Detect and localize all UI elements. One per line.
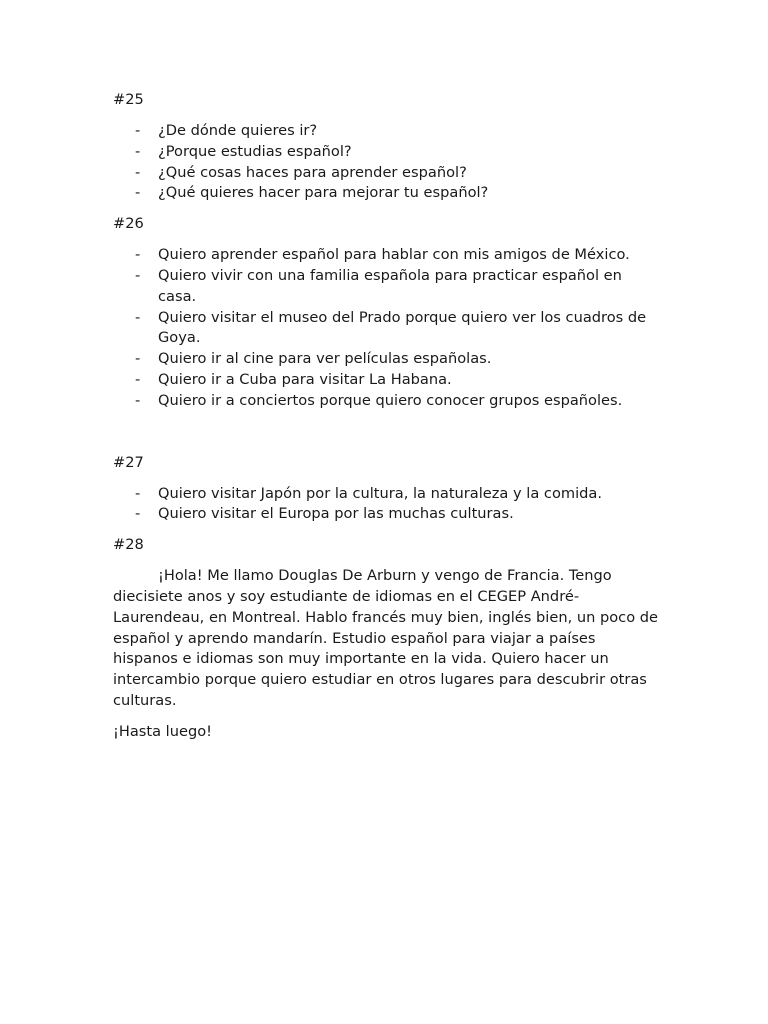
list-item: [113, 484, 658, 505]
sentence-list: [113, 245, 658, 411]
list-item-text: Quiero visitar el Europa por las muchas culturas.: [158, 505, 514, 523]
list-item: [113, 183, 658, 204]
section-heading-27: #27: [113, 453, 144, 471]
list-item-text: Quiero ir al cine para ver películas españolas.: [158, 350, 492, 368]
list-item-text: ¿De dónde quieres ir?: [158, 122, 318, 139]
travel-list: [113, 484, 658, 526]
list-item: [113, 142, 658, 163]
list-item-text: Quiero visitar Japón por la cultura, la naturaleza y la comida.: [158, 484, 602, 502]
section-heading-26: #26: [113, 215, 144, 233]
blank-line: [113, 422, 658, 453]
list-item-text: Quiero vivir con una familia española para practicar español en casa.: [158, 266, 622, 305]
bullet-dash: -: [135, 184, 141, 202]
list-item: [113, 308, 658, 350]
list-item: [113, 163, 658, 184]
introduction-paragraph: ¡Hola! Me llamo Douglas De Arburn y vengo de Francia. Tengo diecisiete anos y soy estudiante de idiomas en el CEGEP André-Laurendeau, en Montreal. Hablo francés muy bien, inglés bien, un poco de español y aprendo mandarín. Estudio español para viajar a países hispanos e idiomas son muy importante en la vida. Quiero hacer un intercambio porque quiero estudiar en otros lugares para descubrir otras culturas.: [113, 567, 659, 709]
bullet-dash: -: [135, 246, 141, 264]
bullet-dash: -: [135, 350, 141, 368]
bullet-dash: -: [135, 505, 141, 523]
bullet-dash: -: [135, 308, 141, 326]
closing-line: ¡Hasta luego!: [113, 722, 212, 740]
list-item-text: Quiero ir a Cuba para visitar La Habana.: [158, 370, 452, 388]
bullet-dash: -: [135, 142, 141, 160]
question-list: [113, 121, 658, 204]
list-item: [113, 266, 658, 308]
list-item: [113, 370, 658, 391]
document-page: [113, 90, 658, 743]
bullet-dash: -: [135, 163, 141, 181]
bullet-dash: -: [135, 484, 141, 502]
list-item: [113, 121, 658, 142]
list-item-text: ¿Qué cosas haces para aprender español?: [158, 163, 467, 181]
bullet-dash: -: [135, 266, 141, 284]
bullet-dash: -: [135, 391, 141, 409]
list-item: [113, 349, 658, 370]
bullet-dash: -: [135, 370, 141, 388]
list-item-text: Quiero aprender español para hablar con mis amigos de México.: [158, 246, 630, 264]
list-item-text: ¿Porque estudias español?: [158, 142, 352, 160]
section-heading-25: #25: [113, 91, 144, 108]
list-item: [113, 245, 658, 266]
bullet-dash: -: [135, 122, 141, 139]
list-item-text: Quiero visitar el museo del Prado porque quiero ver los cuadros de Goya.: [158, 308, 647, 347]
list-item-text: Quiero ir a conciertos porque quiero conocer grupos españoles.: [158, 391, 623, 409]
list-item: [113, 504, 658, 525]
list-item-text: ¿Qué quieres hacer para mejorar tu español?: [158, 184, 489, 202]
section-heading-28: #28: [113, 536, 144, 554]
list-item: [113, 391, 658, 412]
